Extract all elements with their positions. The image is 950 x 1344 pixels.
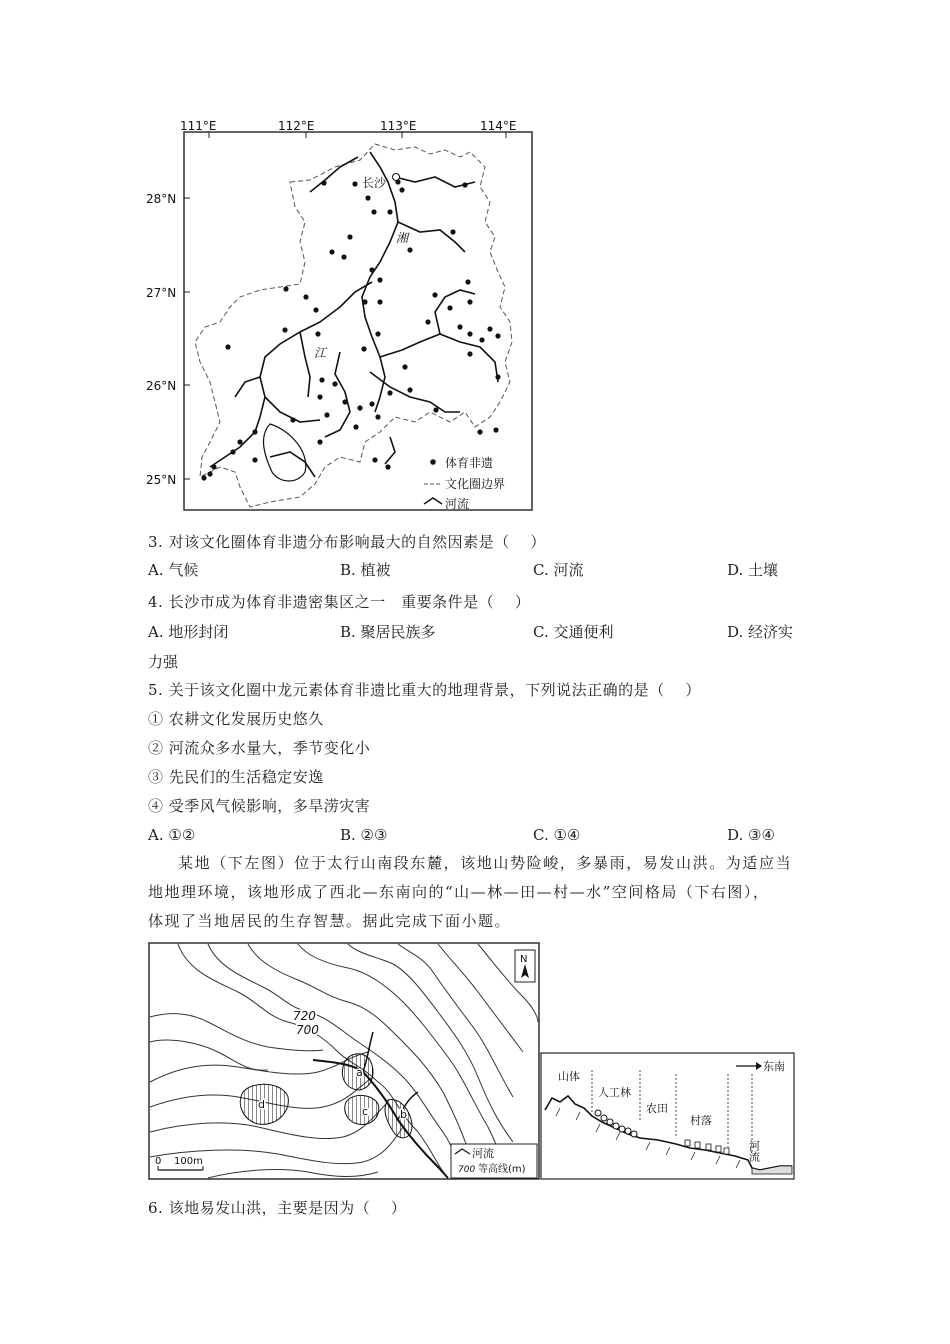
area-a: a — [356, 1066, 363, 1079]
passage-line-2: 地地理环境，该地形成了西北—东南向的“山—林—田—村—水”空间格局（下右图）， — [148, 883, 770, 901]
zone-village: 村落 — [690, 1114, 712, 1127]
north-label: N — [520, 954, 528, 965]
culture-circle-map — [140, 112, 550, 517]
contour-700-label: 700 — [296, 1023, 319, 1037]
q5-option-c[interactable]: C. ①④ — [533, 826, 581, 844]
zone-plantation: 人工林 — [598, 1086, 631, 1099]
legend-contour: 等高线(m) — [478, 1164, 526, 1175]
heritage-points — [201, 179, 500, 480]
legend-river: 河流 — [445, 497, 470, 511]
q6-stem: 6. 该地易发山洪，主要是因为（ ） — [148, 1199, 407, 1217]
q5-item-1: ① 农耕文化发展历史悠久 — [148, 710, 324, 728]
q3-option-b[interactable]: B. 植被 — [340, 561, 391, 579]
q4-stem: 4. 长沙市成为体育非遗密集区之一 重要条件是（ ） — [148, 593, 531, 611]
lat-label: 28°N — [146, 192, 177, 206]
contour-720-label: 720 — [293, 1009, 316, 1023]
passage-line-3: 体现了当地居民的生存智慧。据此完成下面小题。 — [148, 912, 512, 930]
area-b: b — [400, 1108, 407, 1121]
legend-point: 体育非遗 — [445, 456, 494, 470]
q4-option-a[interactable]: A. 地形封闭 — [148, 623, 229, 641]
lon-label: 114°E — [480, 119, 517, 133]
q5-item-4: ④ 受季风气候影响，多旱涝灾害 — [148, 797, 371, 815]
lon-label: 111°E — [180, 119, 217, 133]
q4-option-c[interactable]: C. 交通便利 — [533, 623, 614, 641]
q5-option-d[interactable]: D. ③④ — [727, 826, 775, 844]
zone-mountain: 山体 — [558, 1070, 580, 1083]
scale-length: 100m — [174, 1156, 203, 1167]
lat-label: 26°N — [146, 379, 177, 393]
passage-line-1: 某地（下左图）位于太行山南段东麓，该地山势险峻，多暴雨，易发山洪。为适应当 — [178, 854, 793, 872]
zone-farmland: 农田 — [646, 1102, 668, 1115]
q4-option-d-wrap: 力强 — [148, 653, 179, 671]
q3-option-a[interactable]: A. 气候 — [148, 561, 199, 579]
q5-stem: 5. 关于该文化圈中龙元素体育非遗比重大的地理背景，下列说法正确的是（ ） — [148, 681, 701, 699]
legend-boundary: 文化圈边界 — [445, 477, 506, 491]
q5-option-b[interactable]: B. ②③ — [340, 826, 388, 844]
q3-stem: 3. 对该文化圈体育非遗分布影响最大的自然因素是（ ） — [148, 533, 546, 551]
scale-zero: 0 — [155, 1156, 162, 1167]
q5-option-a[interactable]: A. ①② — [148, 826, 196, 844]
area-d: d — [258, 1098, 265, 1111]
changsha-label: 长沙 — [362, 176, 387, 190]
q4-option-d[interactable]: D. 经济实 — [727, 623, 794, 641]
legend-river: 河流 — [472, 1147, 494, 1160]
legend-contour-value: 700 — [458, 1165, 476, 1175]
direction-label: 东南 — [763, 1060, 785, 1073]
zone-river: 河流 — [747, 1140, 761, 1162]
area-c: c — [362, 1105, 369, 1118]
lon-label: 112°E — [278, 119, 315, 133]
contour-map — [148, 942, 540, 1182]
q5-item-3: ③ 先民们的生活稳定安逸 — [148, 768, 324, 786]
lat-label: 27°N — [146, 286, 177, 300]
land-use-profile — [540, 1052, 795, 1182]
q5-item-2: ② 河流众多水量大，季节变化小 — [148, 739, 371, 757]
lon-label: 113°E — [380, 119, 417, 133]
q3-option-d[interactable]: D. 土壤 — [727, 561, 779, 579]
culture-boundary — [195, 144, 512, 507]
xiang-label: 湘 — [396, 231, 409, 245]
q4-option-b[interactable]: B. 聚居民族多 — [340, 623, 436, 641]
q3-option-c[interactable]: C. 河流 — [533, 561, 584, 579]
jiang-label: 江 — [314, 346, 327, 360]
lat-label: 25°N — [146, 473, 177, 487]
